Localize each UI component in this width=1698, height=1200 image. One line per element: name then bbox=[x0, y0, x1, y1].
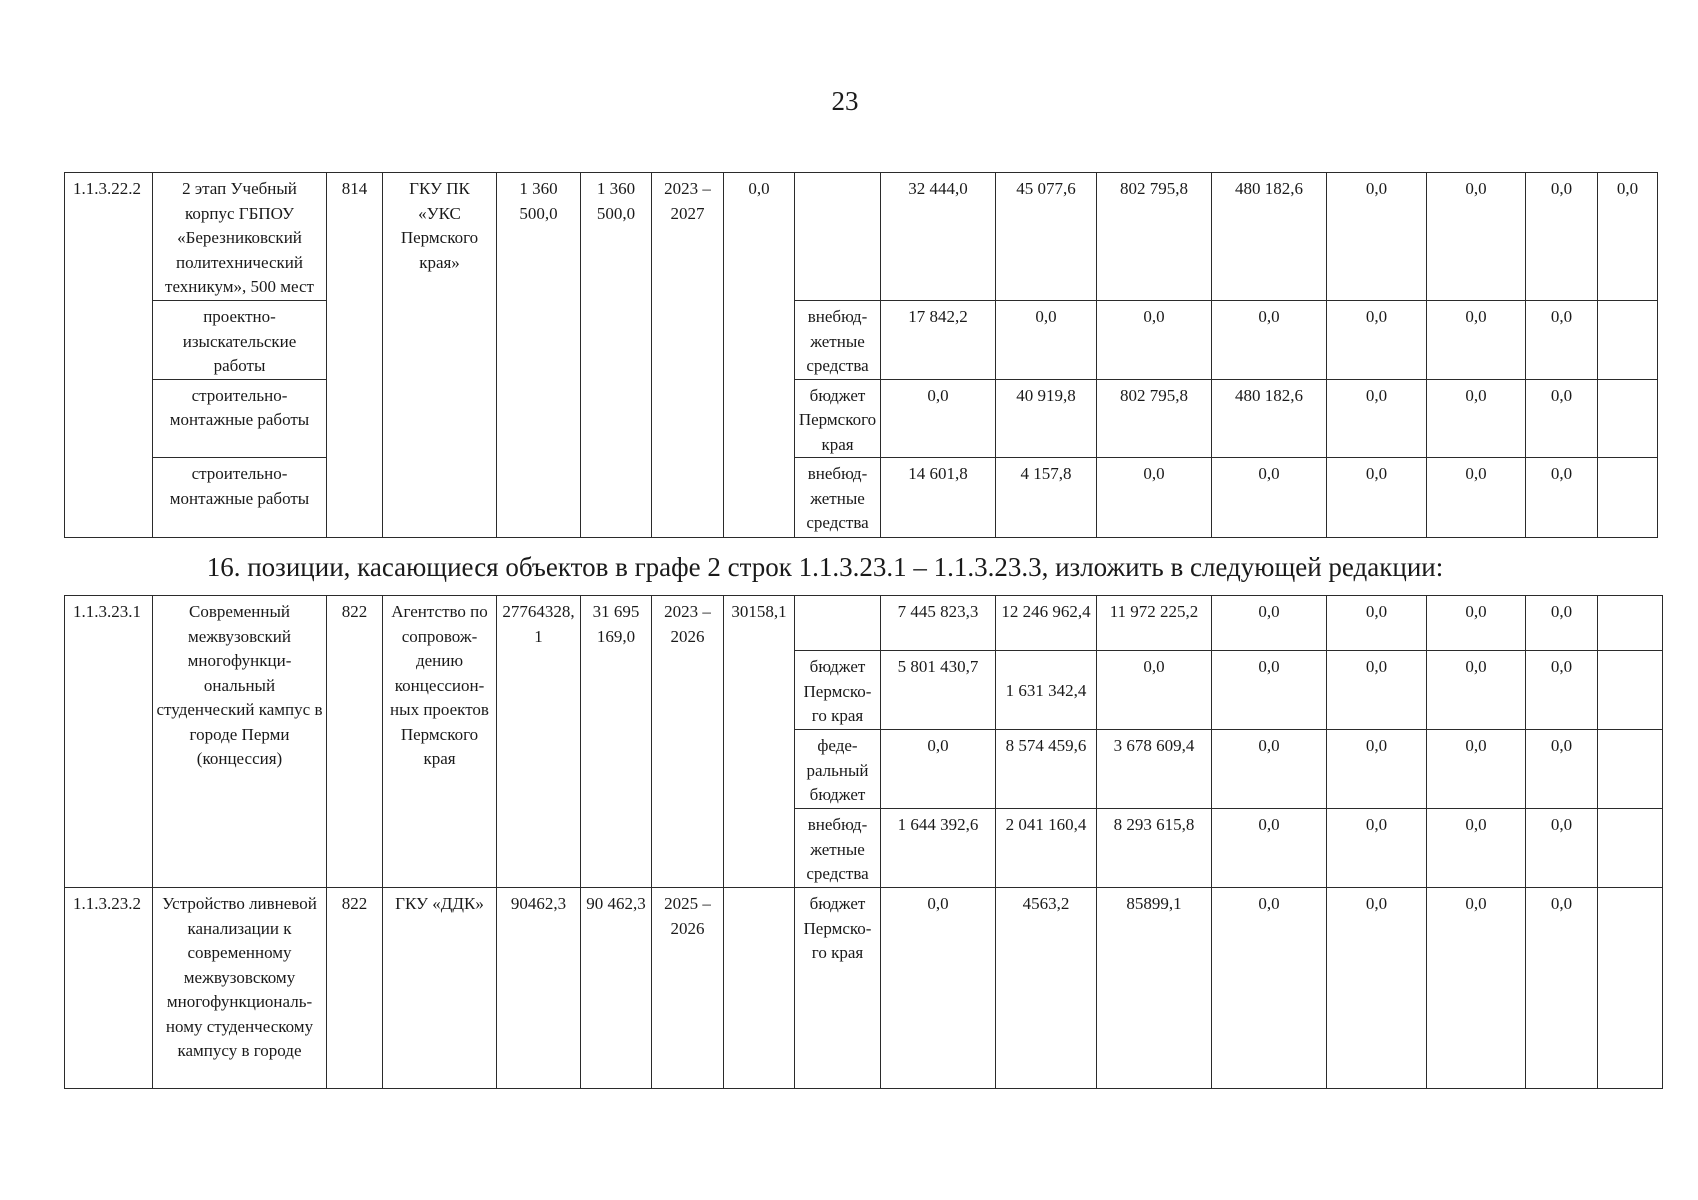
value-cell: 0,0 bbox=[1526, 301, 1598, 380]
object-name: Современный межвузовский многофункци-ональный студенческий кампус в городе Перми (концессия) bbox=[153, 596, 327, 888]
value-cell: 1 631 342,4 bbox=[996, 651, 1097, 730]
funding-source: бюджет Пермско-го края bbox=[795, 888, 881, 1089]
empty-cell bbox=[1598, 458, 1658, 538]
value-cell: 0,0 bbox=[1212, 596, 1327, 651]
funding-source: бюджет Пермского края bbox=[795, 379, 881, 458]
value-cell: 0,0 bbox=[1526, 458, 1598, 538]
executor: Агентство по сопровож-дению концессион-ных проектов Пермского края bbox=[383, 596, 497, 888]
page-number: 23 bbox=[831, 86, 859, 116]
value-cell: 0,0 bbox=[1097, 651, 1212, 730]
value-cell: 0,0 bbox=[1526, 173, 1598, 301]
implementation-period: 2023 – 2027 bbox=[652, 173, 724, 538]
value-cell: 32 444,0 bbox=[881, 173, 996, 301]
table-row bbox=[65, 596, 1663, 651]
section-heading: 16. позиции, касающиеся объектов в графе 2 строк 1.1.3.23.1 – 1.1.3.23.3, изложить в следующей редакции: bbox=[206, 552, 1444, 582]
implementation-period: 2025 – 2026 bbox=[652, 888, 724, 1089]
value-cell: 0,0 bbox=[1427, 379, 1526, 458]
prior-funding bbox=[724, 888, 795, 1089]
value-cell: 0,0 bbox=[1327, 809, 1427, 888]
value-cell: 0,0 bbox=[1427, 651, 1526, 730]
value-cell: 480 182,6 bbox=[1212, 173, 1327, 301]
value-cell: 0,0 bbox=[1526, 730, 1598, 809]
empty-cell bbox=[1598, 809, 1663, 888]
empty-cell bbox=[1598, 596, 1663, 651]
value-cell: 0,0 bbox=[1212, 651, 1327, 730]
empty-cell bbox=[1598, 379, 1658, 458]
value-cell: 0,0 bbox=[1097, 458, 1212, 538]
value-cell: 0,0 bbox=[1526, 888, 1598, 1089]
value-cell: 8 574 459,6 bbox=[996, 730, 1097, 809]
row-code: 1.1.3.22.2 bbox=[65, 173, 153, 538]
table-row bbox=[65, 301, 1658, 380]
value-cell: 0,0 bbox=[1427, 888, 1526, 1089]
work-type: строительно-монтажные работы bbox=[153, 379, 327, 458]
value-cell: 0,0 bbox=[1526, 651, 1598, 730]
value-cell: 1 644 392,6 bbox=[881, 809, 996, 888]
value-cell: 0,0 bbox=[1327, 173, 1427, 301]
value-cell: 0,0 bbox=[1327, 888, 1427, 1089]
budget-table-continued bbox=[64, 172, 1658, 538]
value-cell: 0,0 bbox=[881, 730, 996, 809]
table-row bbox=[65, 379, 1658, 458]
value-cell: 45 077,6 bbox=[996, 173, 1097, 301]
empty-cell bbox=[1598, 651, 1663, 730]
value-cell: 0,0 bbox=[1327, 596, 1427, 651]
total-cost: 27764328,1 bbox=[497, 596, 581, 888]
value-cell: 0,0 bbox=[1212, 730, 1327, 809]
value-cell: 40 919,8 bbox=[996, 379, 1097, 458]
work-type: строительно-монтажные работы bbox=[153, 458, 327, 538]
funding-source: внебюд-жетные средства bbox=[795, 301, 881, 380]
value-cell: 0,0 bbox=[1212, 458, 1327, 538]
budget-table-new bbox=[64, 595, 1663, 1089]
value-cell: 17 842,2 bbox=[881, 301, 996, 380]
value-cell: 0,0 bbox=[1427, 173, 1526, 301]
value-cell: 0,0 bbox=[1097, 301, 1212, 380]
value-cell: 0,0 bbox=[1427, 809, 1526, 888]
funding-source bbox=[795, 596, 881, 651]
executor: ГКУ «ДДК» bbox=[383, 888, 497, 1089]
value-cell: 11 972 225,2 bbox=[1097, 596, 1212, 651]
remaining-cost: 90 462,3 bbox=[581, 888, 652, 1089]
funding-source: внебюд-жетные средства bbox=[795, 809, 881, 888]
value-cell: 802 795,8 bbox=[1097, 173, 1212, 301]
value-cell: 0,0 bbox=[1427, 596, 1526, 651]
value-cell: 0,0 bbox=[1212, 809, 1327, 888]
funding-source: феде-ральный бюджет bbox=[795, 730, 881, 809]
value-cell: 0,0 bbox=[1327, 379, 1427, 458]
funding-source: бюджет Пермско-го края bbox=[795, 651, 881, 730]
value-cell: 0,0 bbox=[1212, 888, 1327, 1089]
value-cell: 0,0 bbox=[1526, 809, 1598, 888]
implementation-period: 2023 – 2026 bbox=[652, 596, 724, 888]
grbs-code: 814 bbox=[327, 173, 383, 538]
total-cost: 90462,3 bbox=[497, 888, 581, 1089]
value-cell: 2 041 160,4 bbox=[996, 809, 1097, 888]
value-cell: 480 182,6 bbox=[1212, 379, 1327, 458]
row-code: 1.1.3.23.2 bbox=[65, 888, 153, 1089]
empty-cell bbox=[1598, 888, 1663, 1089]
table-row bbox=[65, 458, 1658, 538]
value-cell: 0,0 bbox=[1427, 458, 1526, 538]
object-name: 2 этап Учебный корпус ГБПОУ «Березниковский политехнический техникум», 500 мест bbox=[153, 173, 327, 301]
total-cost: 1 360 500,0 bbox=[497, 173, 581, 538]
value-cell: 0,0 bbox=[1427, 301, 1526, 380]
value-cell: 0,0 bbox=[1427, 730, 1526, 809]
value-cell: 14 601,8 bbox=[881, 458, 996, 538]
value-cell: 4 157,8 bbox=[996, 458, 1097, 538]
funding-source: внебюд-жетные средства bbox=[795, 458, 881, 538]
value-cell: 0,0 bbox=[1212, 301, 1327, 380]
prior-funding: 30158,1 bbox=[724, 596, 795, 888]
remaining-cost: 1 360 500,0 bbox=[581, 173, 652, 538]
value-cell: 0,0 bbox=[1327, 301, 1427, 380]
value-cell: 0,0 bbox=[1526, 379, 1598, 458]
value-cell: 12 246 962,4 bbox=[996, 596, 1097, 651]
value-cell: 5 801 430,7 bbox=[881, 651, 996, 730]
empty-cell bbox=[1598, 730, 1663, 809]
value-cell: 0,0 bbox=[1598, 173, 1658, 301]
value-cell: 0,0 bbox=[1327, 458, 1427, 538]
prior-funding: 0,0 bbox=[724, 173, 795, 538]
object-name: Устройство ливневой канализации к современному межвузовскому многофункциональ-ному студенческому кампусу в городе bbox=[153, 888, 327, 1089]
value-cell: 7 445 823,3 bbox=[881, 596, 996, 651]
work-type: проектно-изыскательские работы bbox=[153, 301, 327, 380]
funding-source bbox=[795, 173, 881, 301]
grbs-code: 822 bbox=[327, 596, 383, 888]
executor: ГКУ ПК «УКС Пермского края» bbox=[383, 173, 497, 538]
empty-cell bbox=[1598, 301, 1658, 380]
row-code: 1.1.3.23.1 bbox=[65, 596, 153, 888]
value-cell: 85899,1 bbox=[1097, 888, 1212, 1089]
value-cell: 802 795,8 bbox=[1097, 379, 1212, 458]
value-cell: 0,0 bbox=[996, 301, 1097, 380]
value-cell: 0,0 bbox=[1327, 730, 1427, 809]
value-cell: 0,0 bbox=[881, 888, 996, 1089]
value-cell: 0,0 bbox=[1327, 651, 1427, 730]
value-cell: 8 293 615,8 bbox=[1097, 809, 1212, 888]
remaining-cost: 31 695 169,0 bbox=[581, 596, 652, 888]
grbs-code: 822 bbox=[327, 888, 383, 1089]
value-cell: 0,0 bbox=[1526, 596, 1598, 651]
table-row bbox=[65, 173, 1658, 301]
value-cell: 0,0 bbox=[881, 379, 996, 458]
value-cell: 4563,2 bbox=[996, 888, 1097, 1089]
value-cell: 3 678 609,4 bbox=[1097, 730, 1212, 809]
table-row bbox=[65, 888, 1663, 1089]
